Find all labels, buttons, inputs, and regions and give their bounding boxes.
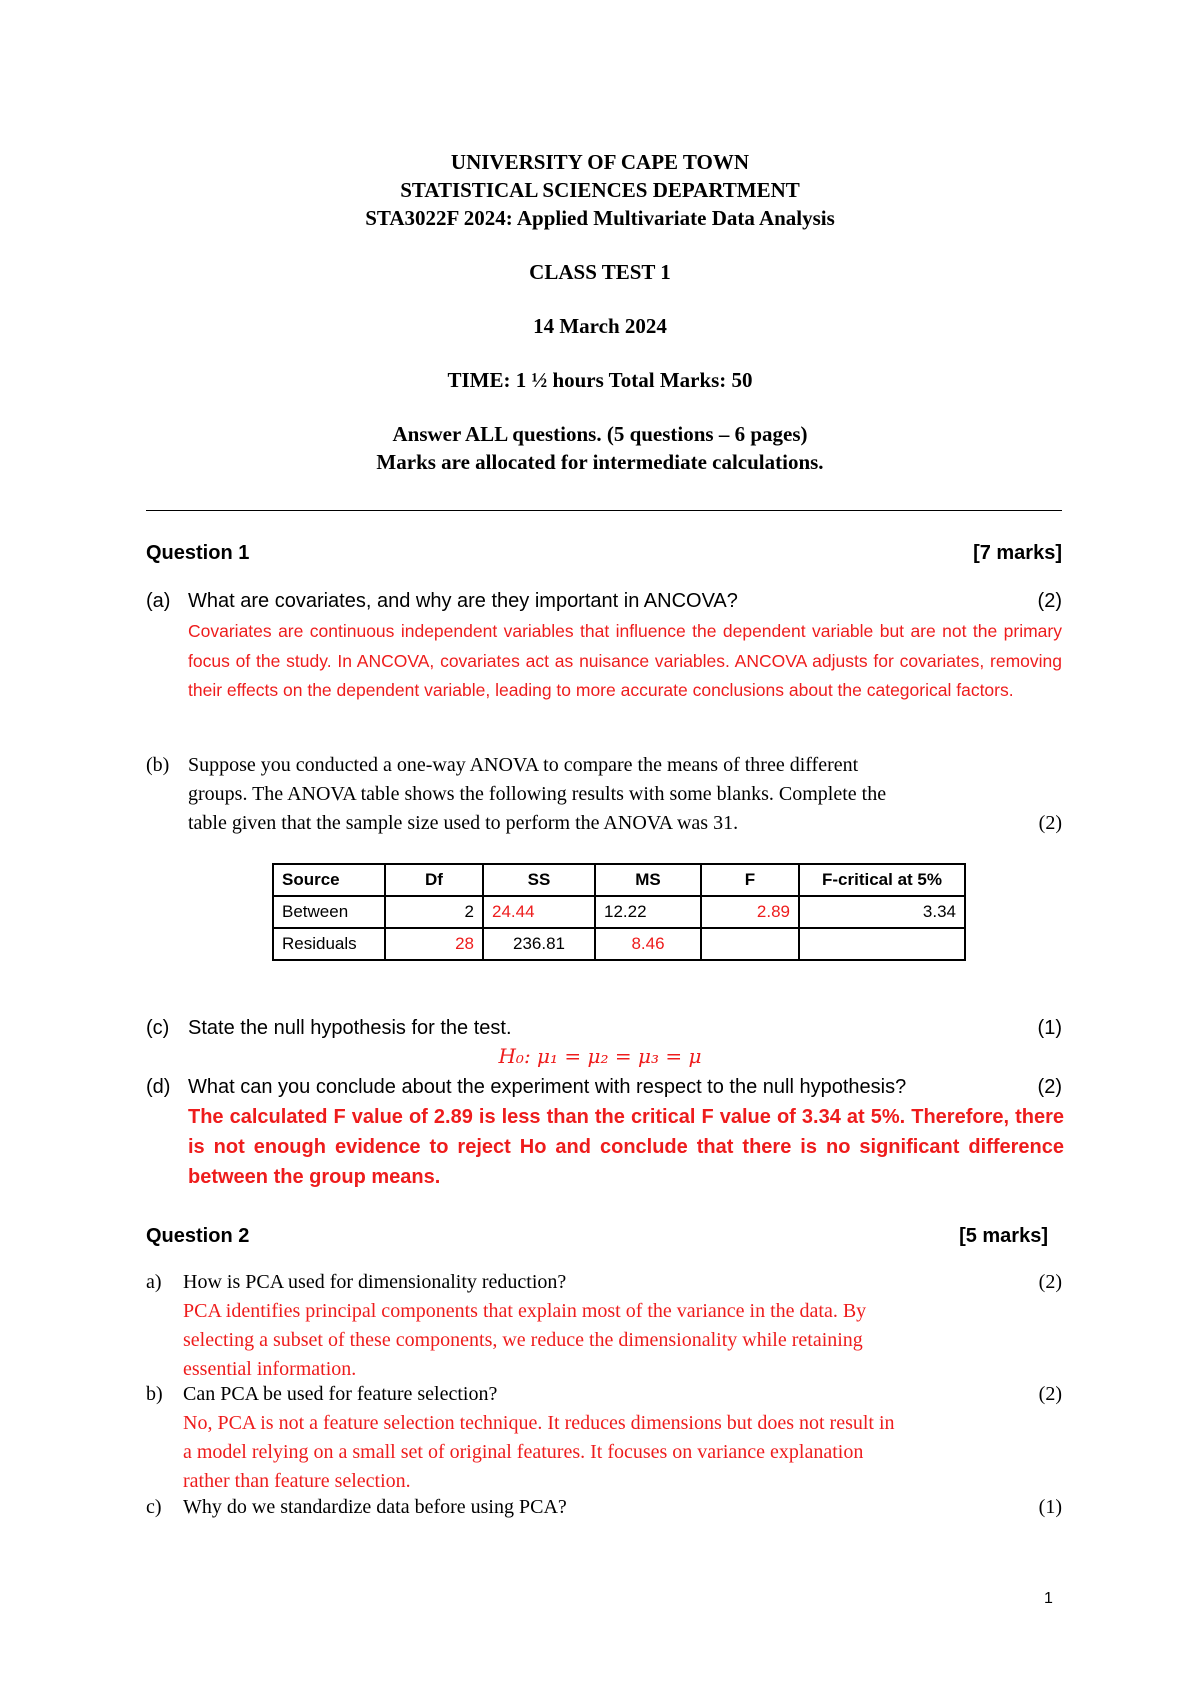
question-1-title: Question 1 xyxy=(146,542,250,564)
question-1-heading xyxy=(146,542,1062,565)
q2b-block xyxy=(146,1380,1062,1496)
q2a-answer-line-3: essential information. xyxy=(183,1358,357,1380)
header-f: F xyxy=(701,864,799,896)
cell-ss: 24.44 xyxy=(483,896,595,928)
q1b-marks: (2) xyxy=(1038,812,1062,834)
q2b-label: b) xyxy=(146,1383,163,1405)
cell-df: 2 xyxy=(385,896,483,928)
header-ss: SS xyxy=(483,864,595,896)
q1a-question xyxy=(146,587,1062,616)
q2b-answer-line-1: No, PCA is not a feature selection technique. It reduces dimensions but does not result in xyxy=(183,1412,895,1434)
q1b-text-line-1: Suppose you conducted a one-way ANOVA to compare the means of three different xyxy=(188,754,859,776)
question-2-title: Question 2 xyxy=(146,1225,250,1247)
q1d-marks: (2) xyxy=(1037,1076,1062,1098)
header-divider xyxy=(146,510,1062,511)
q1a-text: What are covariates, and why are they important in ANCOVA? xyxy=(188,590,738,612)
cell-source: Residuals xyxy=(273,928,385,960)
cell-f xyxy=(701,928,799,960)
q2a-label: a) xyxy=(146,1271,162,1293)
instructions-line-1: Answer ALL questions. (5 questions – 6 pages) xyxy=(392,422,808,446)
instructions-line-2: Marks are allocated for intermediate calculations. xyxy=(376,450,824,474)
q2b-marks: (2) xyxy=(1038,1383,1062,1405)
question-2-heading xyxy=(146,1225,1048,1248)
course-title: STA3022F 2024: Applied Multivariate Data Analysis xyxy=(365,206,835,230)
test-date: 14 March 2024 xyxy=(533,314,667,338)
cell-ss: 236.81 xyxy=(483,928,595,960)
question-2-marks: [5 marks] xyxy=(959,1225,1048,1247)
q2b-answer-line-3: rather than feature selection. xyxy=(183,1470,411,1492)
table-row xyxy=(273,928,965,960)
cell-ms: 12.22 xyxy=(595,896,701,928)
q2a-block xyxy=(146,1268,1062,1384)
q1d-label: (d) xyxy=(146,1076,171,1098)
table-row xyxy=(273,896,965,928)
q1c-text: State the null hypothesis for the test. xyxy=(188,1017,512,1039)
header-df: Df xyxy=(385,864,483,896)
q2b-answer-line-2: a model relying on a small set of original features. It focuses on variance explanation xyxy=(183,1441,864,1463)
q1c-label: (c) xyxy=(146,1017,170,1039)
university-name: UNIVERSITY OF CAPE TOWN xyxy=(450,150,750,174)
null-hypothesis-formula: H₀: μ₁ = μ₂ = μ₃ = μ xyxy=(498,1044,702,1068)
q2c-marks: (1) xyxy=(1038,1496,1062,1518)
anova-table xyxy=(272,863,966,961)
header-f-critical: F-critical at 5% xyxy=(799,864,965,896)
anova-header-row xyxy=(273,864,965,896)
q2a-answer-line-1: PCA identifies principal components that explain most of the variance in the data. By xyxy=(183,1300,867,1322)
q1c-marks: (1) xyxy=(1037,1017,1062,1039)
q1d-question xyxy=(146,1073,1062,1102)
q2c-text: Why do we standardize data before using PCA? xyxy=(183,1496,567,1518)
cell-f-critical: 3.34 xyxy=(799,896,965,928)
header-source: Source xyxy=(273,864,385,896)
department-name: STATISTICAL SCIENCES DEPARTMENT xyxy=(400,178,800,202)
q2c-label: c) xyxy=(146,1496,162,1518)
q1b-question xyxy=(146,751,1062,838)
cell-ms: 8.46 xyxy=(595,928,701,960)
q2c-block xyxy=(146,1493,1062,1522)
document-header xyxy=(0,148,1200,476)
q1d-text: What can you conclude about the experiment with respect to the null hypothesis? xyxy=(188,1076,907,1098)
q1b-text-line-3: table given that the sample size used to perform the ANOVA was 31. xyxy=(188,812,739,834)
q1a-marks: (2) xyxy=(1037,590,1062,612)
q2a-answer-line-2: selecting a subset of these components, we reduce the dimensionality while retaining xyxy=(183,1329,863,1351)
page-number: 1 xyxy=(1044,1590,1053,1607)
header-ms: MS xyxy=(595,864,701,896)
cell-f-critical xyxy=(799,928,965,960)
q1b-label: (b) xyxy=(146,754,170,776)
q1c-question xyxy=(146,1014,1062,1043)
test-time-marks: TIME: 1 ½ hours Total Marks: 50 xyxy=(447,368,753,392)
q1b-text-line-2: groups. The ANOVA table shows the following results with some blanks. Complete the xyxy=(188,783,887,805)
cell-df: 28 xyxy=(385,928,483,960)
cell-source: Between xyxy=(273,896,385,928)
q1a-answer: Covariates are continuous independent variables that influence the dependent variable but are not the primary focus of the study. In ANCOVA, covariates act as nuisance variables. ANCOVA adjusts for covariates, removing their effects on the dependent variable, leading to more accurate conclusions about the categorical factors. xyxy=(188,621,1062,700)
test-title: CLASS TEST 1 xyxy=(529,260,671,284)
q2a-text: How is PCA used for dimensionality reduction? xyxy=(183,1271,567,1293)
q1d-answer: The calculated F value of 2.89 is less than the critical F value of 3.34 at 5%. Therefore, there is not enough evidence to reject Ho and conclude that there is no significant difference between the group means. xyxy=(188,1106,1064,1188)
q2b-text: Can PCA be used for feature selection? xyxy=(183,1383,498,1405)
q2a-marks: (2) xyxy=(1038,1271,1062,1293)
question-1-marks: [7 marks] xyxy=(973,542,1062,564)
q1a-label: (a) xyxy=(146,590,171,612)
cell-f: 2.89 xyxy=(701,896,799,928)
